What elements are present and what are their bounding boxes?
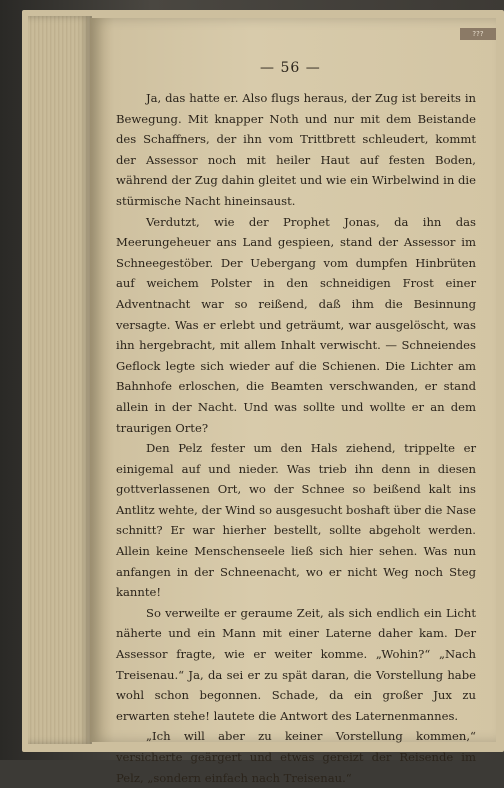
page-edges	[28, 16, 92, 744]
paragraph: Verdutzt, wie der Prophet Jonas, da ihn das Meerungeheuer ans Land gespieen, stand der Assessor im Schneegestöber. Der Uebergang vom dumpfen Hinbrüten auf weichem Polster in den schneidigen Frost einer Adventnacht war so reißend, daß ihm die Besinnung versagte. Was er erlebt und geträumt, war ausgelöscht, was ihn hergebracht, mit allem Inhalt verwischt. — Schneiendes Geflock legte sich wieder auf die Schienen. Die Lichter am Bahnhofe erloschen, die Beamten verschwanden, er stand allein in der Nacht. Und was sollte und wollte er an dem traurigen Orte?	[116, 214, 476, 435]
paragraph: So verweilte er geraume Zeit, als sich endlich ein Licht näherte und ein Mann mit einer Laterne daher kam. Der Assessor fragte, wie er weiter komme. „Wohin?“ „Nach Treisenau.“ Ja, da sei er zu spät daran, die Vorstellung habe wohl schon begonnen. Schade, da ein großer Jux zu erwarten stehe! lautete die Antwort des Laternenmannes.	[116, 605, 476, 723]
page-number: — 56 —	[260, 60, 321, 76]
body-text	[116, 88, 476, 788]
paragraph: Den Pelz fester um den Hals ziehend, trippelte er einigemal auf und nieder. Was trieb ihn denn in diesen gottverlassenen Ort, wo der Schnee so beißend kalt ins Antlitz wehte, der Wind so ausgesucht boshaft über die Nase schnitt? Er war hierher bestellt, sollte abgeholt werden. Allein keine Menschenseele ließ sich hier sehen. Was nun anfangen in der Schneenacht, wo er nicht Weg noch Steg kannte!	[116, 441, 476, 600]
paragraph: Ja, das hatte er. Also flugs heraus, der Zug ist bereits in Bewegung. Mit knapper Noth und nur mit dem Beistande des Schaffners, der ihn vom Trittbrett schleudert, kommt der Assessor noch mit heiler Haut auf festen Boden, während der Zug dahin gleitet und wie ein Wirbelwind in die stürmische Nacht hineinsaust.	[116, 91, 476, 208]
library-tab: ???	[460, 28, 496, 40]
paragraph: „Ich will aber zu keiner Vorstellung kommen,“ versicherte geärgert und etwas gereizt der Reisende im Pelz, „sondern einfach nach Treisenau.“	[116, 729, 476, 785]
